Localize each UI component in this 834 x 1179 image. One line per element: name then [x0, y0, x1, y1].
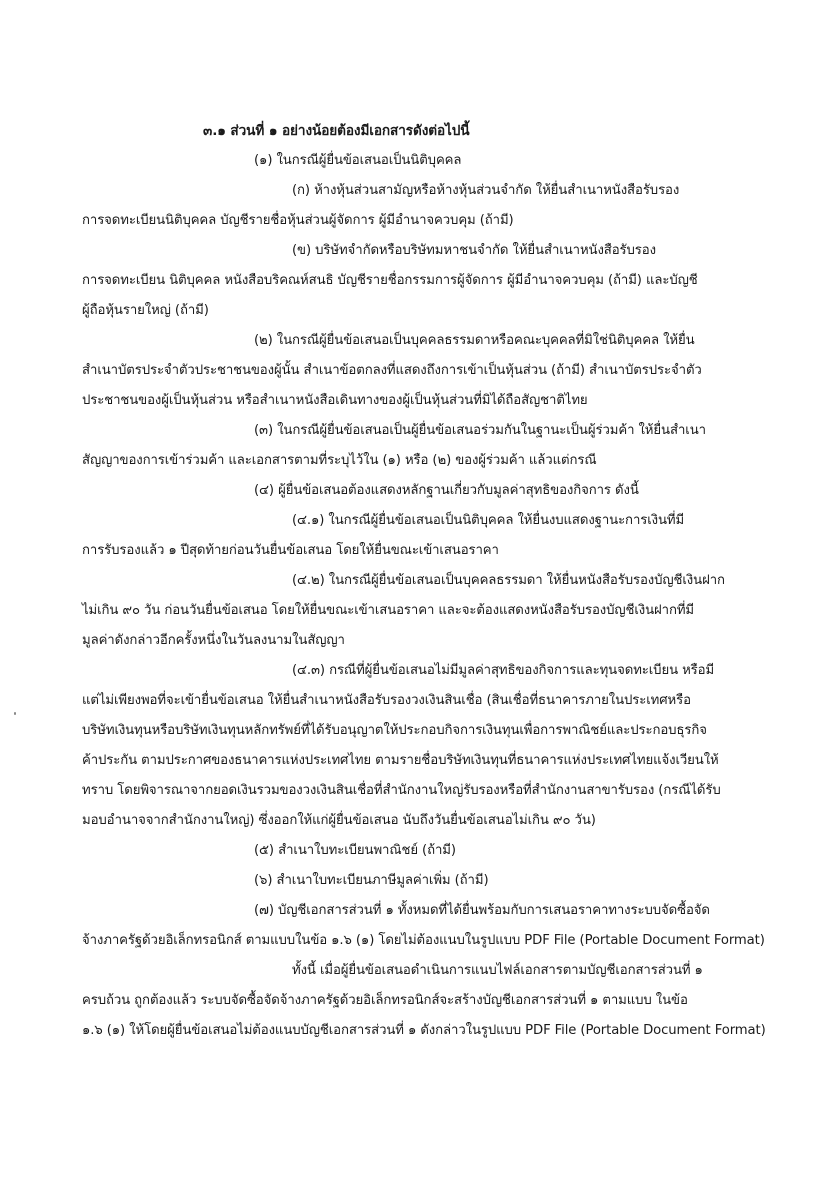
paragraph-line: (๔.๓) กรณีที่ผู้ยื่นข้อเสนอไม่มีมูลค่าสุทธิของกิจการและทุนจดทะเบียน หรือมี: [292, 663, 715, 678]
paragraph-line: จ้างภาครัฐด้วยอิเล็กทรอนิกส์ ตามแบบในข้อ ๑.๖ (๑) โดยไม่ต้องแนบในรูปแบบ PDF File (Portable Document Format): [82, 933, 765, 948]
paragraph-line: มอบอำนาจจากสำนักงานใหญ่) ซึ่งออกให้แก่ผู้ยื่นข้อเสนอ นับถึงวันยื่นข้อเสนอไม่เกิน ๙๐ วัน): [82, 813, 596, 828]
paragraph-line: (๔) ผู้ยื่นข้อเสนอต้องแสดงหลักฐานเกี่ยวกับมูลค่าสุทธิของกิจการ ดังนี้: [254, 483, 639, 498]
paragraph-line: (๗) บัญชีเอกสารส่วนที่ ๑ ทั้งหมดที่ได้ยื่นพร้อมกับการเสนอราคาทางระบบจัดซื้อจัด: [254, 903, 710, 918]
section-heading: ๓.๑ ส่วนที่ ๑ อย่างน้อยต้องมีเอกสารดังต่อไปนี้: [203, 123, 470, 139]
paragraph-line: สำเนาบัตรประจำตัวประชาชนของผู้นั้น สำเนาข้อตกลงที่แสดงถึงการเข้าเป็นหุ้นส่วน (ถ้ามี) สำเนาบัตรประจำตัว: [82, 363, 702, 378]
paragraph-line: สัญญาของการเข้าร่วมค้า และเอกสารตามที่ระบุไว้ใน (๑) หรือ (๒) ของผู้ร่วมค้า แล้วแต่กรณี: [82, 453, 597, 468]
paragraph-line: (๔.๒) ในกรณีผู้ยื่นข้อเสนอเป็นบุคคลธรรมดา ให้ยื่นหนังสือรับรองบัญชีเงินฝาก: [292, 573, 725, 588]
paragraph-line: ทราบ โดยพิจารณาจากยอดเงินรวมของวงเงินสินเชื่อที่สำนักงานใหญ่รับรองหรือที่สำนักงานสาขารับรอง (กรณีได้รับ: [82, 783, 721, 798]
paragraph-line: (๔.๑) ในกรณีผู้ยื่นข้อเสนอเป็นนิติบุคคล ให้ยื่นงบแสดงฐานะการเงินที่มี: [292, 513, 685, 528]
paragraph-line: (ก) ห้างหุ้นส่วนสามัญหรือห้างหุ้นส่วนจำกัด ให้ยื่นสำเนาหนังสือรับรอง: [292, 183, 680, 198]
paragraph-line: (๕) สำเนาใบทะเบียนพาณิชย์ (ถ้ามี): [254, 843, 456, 858]
paragraph-line: การจดทะเบียน นิติบุคคล หนังสือบริคณห์สนธิ บัญชีรายชื่อกรรมการผู้จัดการ ผู้มีอำนาจควบคุม (ถ้ามี) และบัญชี: [82, 273, 698, 288]
paragraph-line: (๒) ในกรณีผู้ยื่นข้อเสนอเป็นบุคคลธรรมดาหรือคณะบุคคลที่มิใช่นิติบุคคล ให้ยื่น: [254, 333, 695, 348]
paragraph-line: ประชาชนของผู้เป็นหุ้นส่วน หรือสำเนาหนังสือเดินทางของผู้เป็นหุ้นส่วนที่มิได้ถือสัญชาติไทย: [82, 393, 588, 408]
paragraph-line: (๑) ในกรณีผู้ยื่นข้อเสนอเป็นนิติบุคคล: [254, 153, 462, 168]
paragraph-line: ผู้ถือหุ้นรายใหญ่ (ถ้ามี): [82, 303, 209, 318]
paragraph-line: บริษัทเงินทุนหรือบริษัทเงินทุนหลักทรัพย์ที่ได้รับอนุญาตให้ประกอบกิจการเงินทุนเพื่อการพาณิชย์และประกอบธุรกิจ: [82, 723, 707, 738]
paragraph-line: (๓) ในกรณีผู้ยื่นข้อเสนอเป็นผู้ยื่นข้อเสนอร่วมกันในฐานะเป็นผู้ร่วมค้า ให้ยื่นสำเนา: [254, 423, 706, 438]
scan-speck: [14, 712, 16, 715]
paragraph-line: ทั้งนี้ เมื่อผู้ยื่นข้อเสนอดำเนินการแนบไฟล์เอกสารตามบัญชีเอกสารส่วนที่ ๑: [292, 963, 703, 978]
paragraph-line: ครบถ้วน ถูกต้องแล้ว ระบบจัดซื้อจัดจ้างภาครัฐด้วยอิเล็กทรอนิกส์จะสร้างบัญชีเอกสารส่วนที่ ๑ ตามแบบ ในข้อ: [82, 993, 688, 1008]
paragraph-line: มูลค่าดังกล่าวอีกครั้งหนึ่งในวันลงนามในสัญญา: [82, 633, 345, 648]
paragraph-line: การรับรองแล้ว ๑ ปีสุดท้ายก่อนวันยื่นข้อเสนอ โดยให้ยื่นขณะเข้าเสนอราคา: [82, 543, 499, 558]
paragraph-line: ๑.๖ (๑) ให้โดยผู้ยื่นข้อเสนอไม่ต้องแนบบัญชีเอกสารส่วนที่ ๑ ดังกล่าวในรูปแบบ PDF File (Portable Document Format): [82, 1023, 766, 1038]
paragraph-line: ค้าประกัน ตามประกาศของธนาคารแห่งประเทศไทย ตามรายชื่อบริษัทเงินทุนที่ธนาคารแห่งประเทศไทยแจ้งเวียนให้: [82, 753, 719, 768]
paragraph-line: (๖) สำเนาใบทะเบียนภาษีมูลค่าเพิ่ม (ถ้ามี): [254, 873, 489, 888]
paragraph-line: การจดทะเบียนนิติบุคคล บัญชีรายชื่อหุ้นส่วนผู้จัดการ ผู้มีอำนาจควบคุม (ถ้ามี): [82, 213, 514, 228]
paragraph-line: ไม่เกิน ๙๐ วัน ก่อนวันยื่นข้อเสนอ โดยให้ยื่นขณะเข้าเสนอราคา และจะต้องแสดงหนังสือรับรองบัญชีเงินฝากที่มี: [82, 603, 695, 618]
paragraph-line: (ข) บริษัทจำกัดหรือบริษัทมหาชนจำกัด ให้ยื่นสำเนาหนังสือรับรอง: [292, 243, 656, 258]
paragraph-line: แต่ไม่เพียงพอที่จะเข้ายื่นข้อเสนอ ให้ยื่นสำเนาหนังสือรับรองวงเงินสินเชื่อ (สินเชื่อที่ธนาคารภายในประเทศหรือ: [82, 693, 691, 708]
